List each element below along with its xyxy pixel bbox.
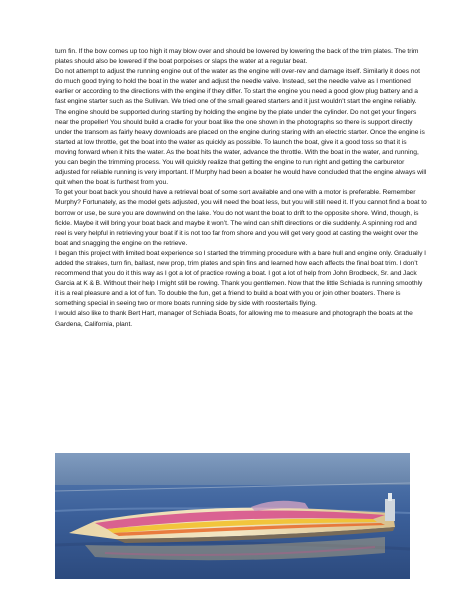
article-body — [55, 47, 427, 330]
paragraph-trim-plates: turn fin. If the bow comes up too high it may blow over and should be lowered by lowering the back of the trim plates. The trim plates should also be lowered if the boat porpoises or slaps the water at a regular beat. — [55, 48, 419, 66]
paragraph-acknowledgement: I would also like to thank Bert Hart, manager of Schiada Boats, for allowing me to measure and photograph the boats at the Gardena, California, plant. — [55, 310, 413, 328]
boat-photograph — [55, 453, 410, 579]
paragraph-engine-start: Do not attempt to adjust the running engine out of the water as the engine will over-rev and damage itself. Similarly it does not do much good trying to hold the boat in the water and adjust the needle valve. Instead, set the needle valve as I mentioned earlier or according to the directions with the engine if they differ. To start the engine you need a good glow plug battery and a fast engine starter such as the Sullivan. We tried one of the small geared starters and it just wouldn’t start the engine reliably. The engine should be supported during starting by holding the engine by the plate under the cylinder. Do not get your fingers near the propeller! You should build a cradle for your boat like the one shown in the photographs so there is support directly under the transom as fairly heavy downloads are placed on the engine during staring with an electric starter. Once the engine is started at low throttle, get the boat into the water as quickly as possible. To launch the boat, give it a good toss so that it is moving forward when it hits the water. As the boat hits the water, advance the throttle. With the boat in the water, and running, you can begin the trimming process. You will quickly realize that getting the engine to run right and getting the carburetor adjusted for reliable running is very important. If Murphy had been a boater he would have concluded that the engine always will quit when the boat is furthest from you. — [55, 68, 427, 187]
boat-photo-graphic — [55, 453, 410, 579]
paragraph-retrieval-boat: To get your boat back you should have a retrieval boat of some sort available and one with a motor is preferable. Remember Murphy? Fortunately, as the model gets adjusted, you will need the boat less, but you will still need it. If you cannot find a boat to borrow or use, be sure you are downwind on the lake. You do not want the boat to drift to the opposite shore. Wind, though, is fickle. Maybe it will bring your boat back and maybe it won’t. The wind can shift directions or die suddenly. A spinning rod and reel is very helpful in retrieving your boat if it is not too far from shore and you will get very good at casting the weight over the boat and snagging the engine on the retrieve. — [55, 189, 427, 247]
paragraph-trimming-procedure: I began this project with limited boat experience so I started the trimming procedure with a bare hull and engine only. Gradually I added the strakes, turn fin, ballast, new prop, trim plates and spin fins and learned how each affects the final boat trim. I don’t recommend that you do it this way as I got a lot of practice rowing a boat. I got a lot of help from John Brodbeck, Sr. and Jack Garcia at K & B. Without their help I might still be rowing. Thank you gentlemen. Now that the little Schiada is running smoothly it is a real pleasure and a lot of fun. To double the fun, get a friend to build a boat with you or join other boaters. There is something special in seeing two or more boats running side by side with roostertails flying. — [55, 249, 426, 308]
